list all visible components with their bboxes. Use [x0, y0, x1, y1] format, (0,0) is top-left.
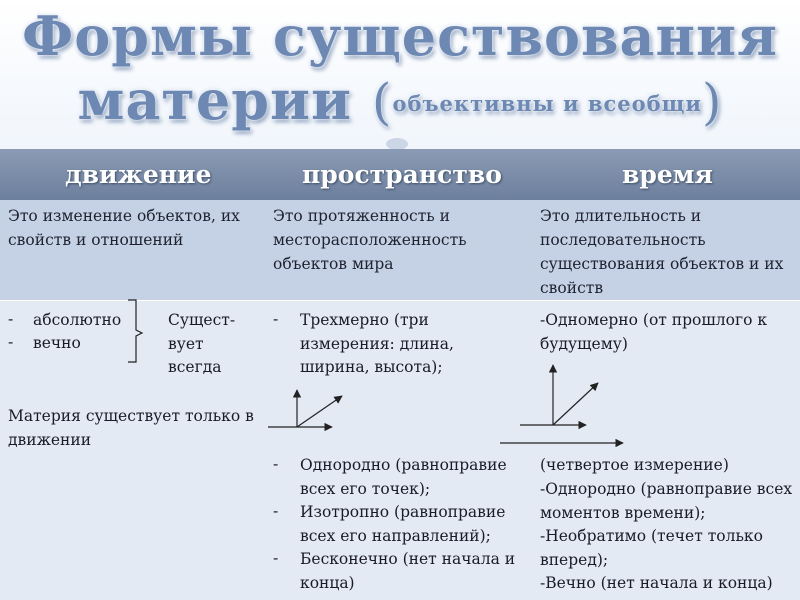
brace-note: Сущест- вует всегда — [168, 311, 236, 376]
space-item: Бесконечно (нет начала и конца) — [300, 550, 516, 592]
motion-note: Материя существует только в движении — [8, 407, 254, 449]
space-item: Изотропно (равноправие всех его направлений); — [300, 503, 506, 545]
dash-marker: - — [8, 333, 14, 351]
time-first-item: -Одномерно (от прошлого к будущему) — [540, 311, 768, 353]
motion-item: вечно — [33, 334, 81, 352]
header-space: пространство — [302, 160, 502, 189]
paren-close: ) — [701, 73, 723, 131]
definition-space: Это протяженность и месторасположенность объектов мира — [273, 207, 467, 273]
dash-marker: - — [273, 549, 279, 567]
dash-marker: - — [273, 310, 279, 328]
dash-marker: - — [8, 310, 14, 328]
dash-marker: - — [273, 455, 279, 473]
space-item: Однородно (равноправие всех его точек); — [300, 456, 507, 498]
definition-time: Это длительность и последовательность существования объектов и их свойств — [540, 207, 784, 297]
time-item: -Необратимо (течет только вперед); — [540, 527, 763, 569]
space-3d-axes-icon — [268, 390, 342, 427]
time-item: (четвертое измерение) — [540, 456, 729, 474]
paren-open: ( — [371, 73, 393, 131]
title-subtitle: объективны и всеобщи — [392, 91, 702, 116]
title-word: материи — [77, 68, 353, 132]
header-motion: движение — [65, 160, 212, 189]
time-item: -Вечно (нет начала и конца) — [540, 574, 773, 592]
definition-motion: Это изменение объектов, их свойств и отношений — [8, 207, 240, 249]
space-first-item: Трехмерно (три измерения: длина, ширина, высота); — [300, 311, 454, 376]
title-line-1: Формы существования — [22, 4, 778, 68]
dash-marker: - — [273, 502, 279, 520]
brace-icon — [128, 300, 142, 362]
time-axes-icon — [520, 365, 598, 425]
time-item: -Однородно (равноправие всех моментов времени); — [540, 480, 793, 522]
header-time: время — [622, 160, 713, 189]
motion-item: абсолютно — [33, 311, 122, 329]
